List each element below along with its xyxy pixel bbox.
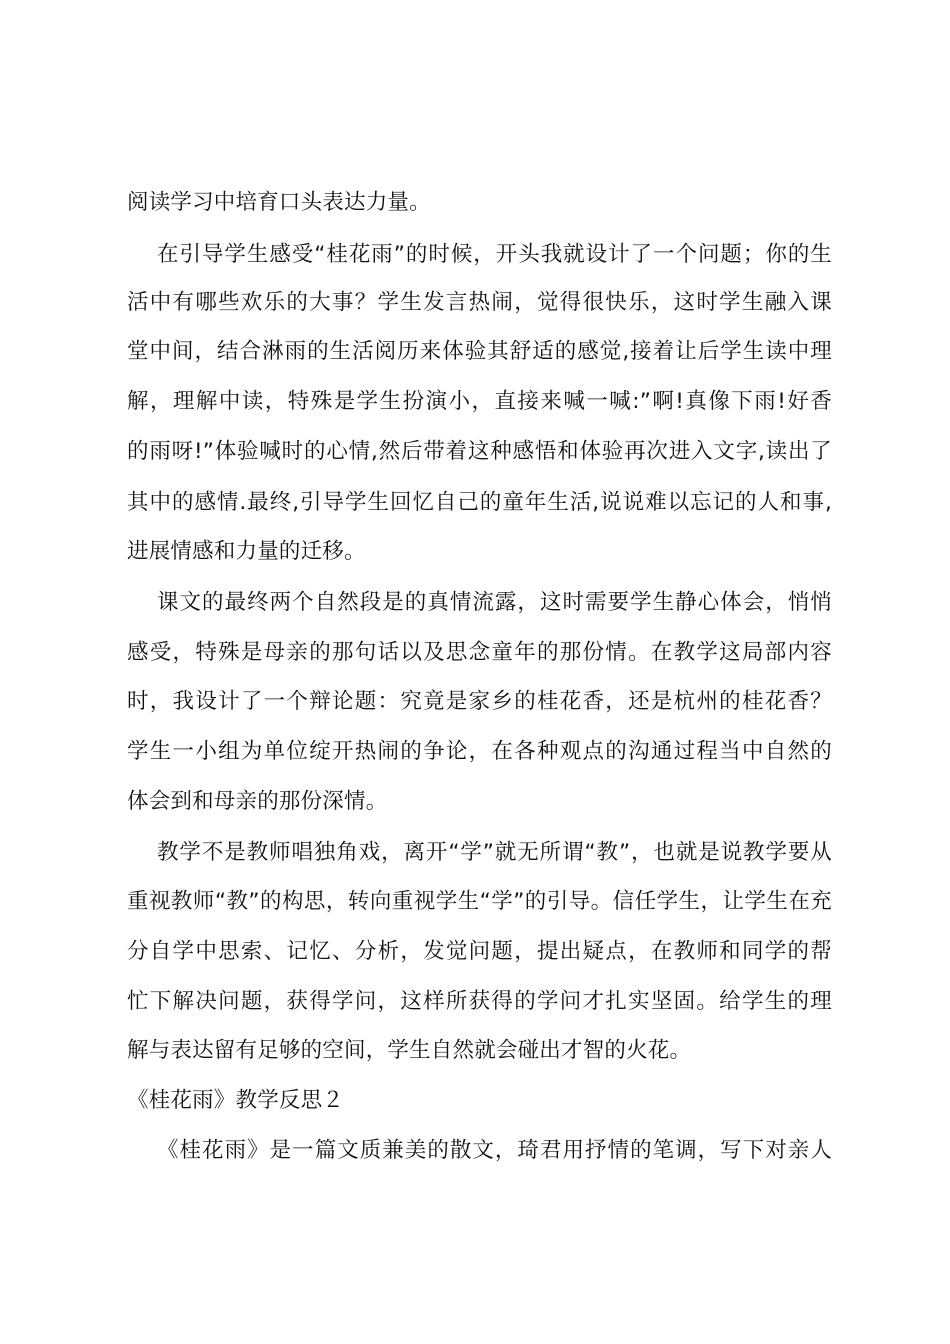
- text-line: 学生一小组为单位绽开热闹的争论，在各种观点的沟通过程当中自然的: [127, 739, 832, 764]
- text-line: 的雨呀!”体验喊时的心情,然后带着这种感悟和体验再次进入文字,读出了: [127, 439, 832, 464]
- text-line: 教学不是教师唱独角戏，离开“学”就无所谓“教”，也就是说教学要从: [157, 840, 832, 865]
- section-heading: 《桂花雨》教学反思２: [127, 1088, 345, 1113]
- text-line: 其中的感情.最终,引导学生回忆自己的童年生活,说说难以忘记的人和事,: [127, 490, 832, 515]
- text-line: 进展情感和力量的迁移。: [127, 539, 366, 564]
- text-line: 解，理解中读，特殊是学生扮演小，直接来喊一喊:”啊!真像下雨!好香: [127, 389, 832, 414]
- text-line: 重视教师“教”的构思，转向重视学生“学”的引导。信任学生，让学生在充: [127, 889, 832, 914]
- text-line: 时，我设计了一个辩论题：究竟是家乡的桂花香，还是杭州的桂花香？: [127, 689, 832, 714]
- text-line: 课文的最终两个自然段是的真情流露，这时需要学生静心体会，悄悄: [157, 590, 832, 615]
- text-line: 解与表达留有足够的空间，学生自然就会碰出才智的火花。: [127, 1038, 692, 1063]
- text-line: 忙下解决问题，获得学问，这样所获得的学问才扎实坚固。给学生的理: [127, 989, 832, 1014]
- text-line: 体会到和母亲的那份深情。: [127, 789, 388, 814]
- text-line: 堂中间，结合淋雨的生活阅历来体验其舒适的感觉,接着让后学生读中理: [127, 339, 832, 364]
- text-line: 阅读学习中培育口头表达力量。: [127, 190, 431, 215]
- text-line: 在引导学生感受“桂花雨”的时候，开头我就设计了一个问题；你的生: [157, 242, 832, 267]
- text-line: 分自学中思索、记忆、分析，发觉问题，提出疑点，在教师和同学的帮: [127, 939, 832, 964]
- text-line: 感受，特殊是母亲的那句话以及思念童年的那份情。在教学这局部内容: [127, 640, 832, 665]
- text-line: 《桂花雨》是一篇文质兼美的散文，琦君用抒情的笔调，写下对亲人: [157, 1138, 832, 1163]
- text-line: 活中有哪些欢乐的大事？学生发言热闹，觉得很快乐，这时学生融入课: [127, 290, 832, 315]
